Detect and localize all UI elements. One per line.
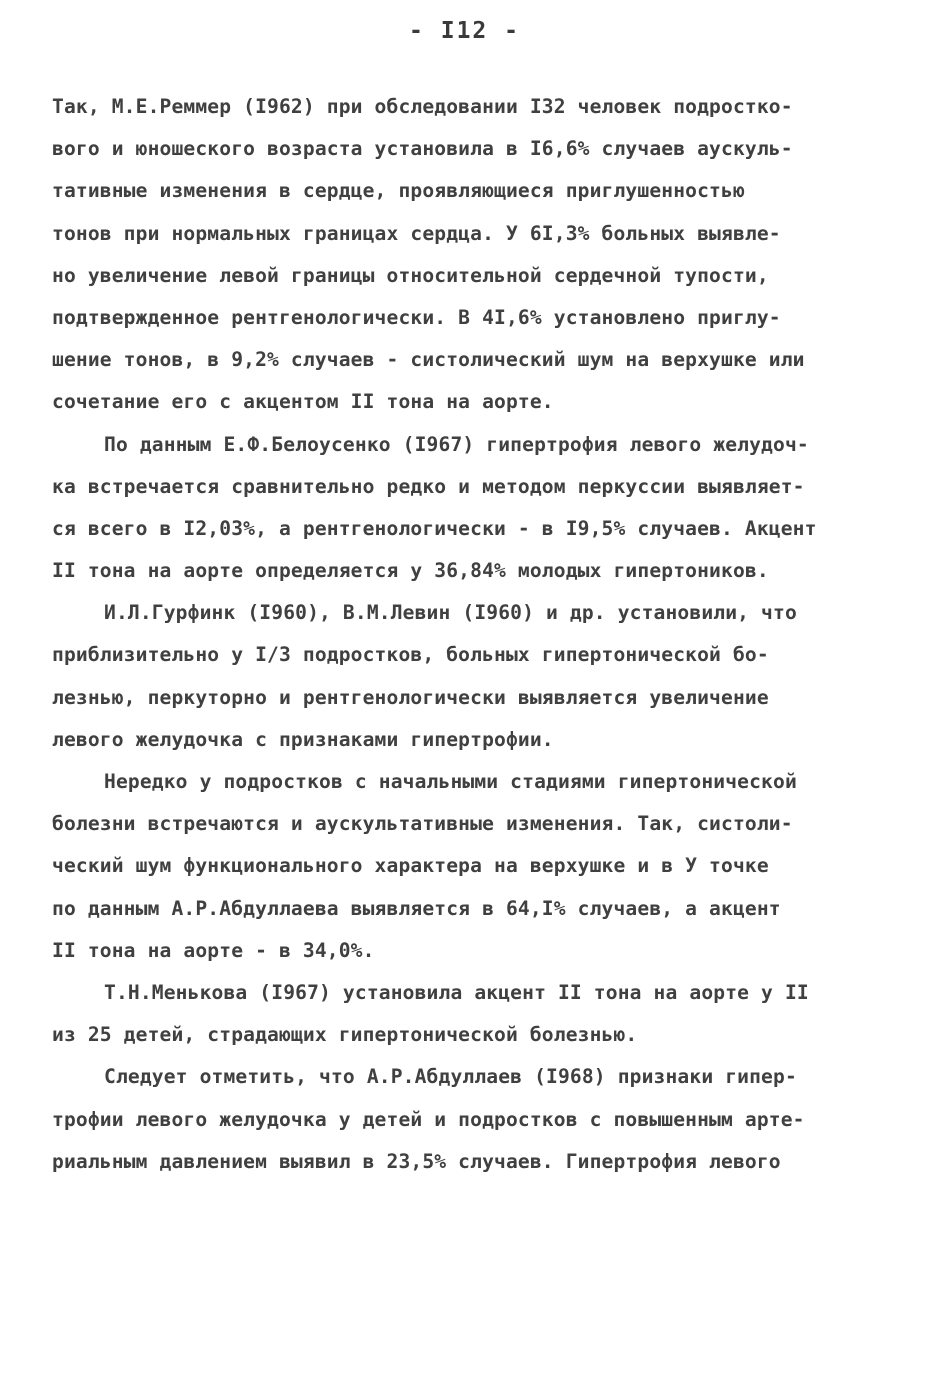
text-line: приблизительно у I/3 подростков, больных гипертонической бо- [52,643,769,667]
text-line: вого и юношеского возраста установила в I6,6% случаев аускуль- [52,137,793,161]
text-line: тонов при нормальных границах сердца. У 6I,3% больных выявле- [52,221,781,245]
page-number: - I12 - [409,18,520,44]
text-line: по данным А.Р.Абдуллаева выявляется в 64,I% случаев, а акцент [52,896,781,920]
text-line: сочетание его с акцентом II тона на аорте. [52,390,554,414]
text-line: но увеличение левой границы относительной сердечной тупости, [52,263,769,287]
text-line: II тона на аорте - в 34,0%. [52,938,375,962]
text-line: Следует отметить, что А.Р.Абдуллаев (I968) признаки гипер- [104,1065,797,1089]
body-text [52,86,902,1183]
text-line: ся всего в I2,03%, а рентгенологически - в I9,5% случаев. Акцент [52,516,817,540]
text-line: Т.Н.Менькова (I967) установила акцент II тона на аорте у II [104,980,809,1004]
text-line: из 25 детей, страдающих гипертонической болезнью. [52,1023,638,1047]
text-line: лезнью, перкуторно и рентгенологически выявляется увеличение [52,685,769,709]
text-line: левого желудочка с признаками гипертрофии. [52,727,554,751]
text-line: тативные изменения в сердце, проявляющиеся приглушенностью [52,179,745,203]
text-line: По данным Е.Ф.Белоусенко (I967) гипертрофия левого желудоч- [104,432,809,456]
text-line: ческий шум функционального характера на верхушке и в У точке [52,854,769,878]
text-line: шение тонов, в 9,2% случаев - систолический шум на верхушке или [52,348,805,372]
text-line: И.Л.Гурфинк (I960), В.М.Левин (I960) и др. установили, что [104,601,797,625]
text-line: II тона на аорте определяется у 36,84% молодых гипертоников. [52,559,769,583]
text-line: ка встречается сравнительно редко и методом перкуссии выявляет- [52,474,805,498]
text-line: риальным давлением выявил в 23,5% случаев. Гипертрофия левого [52,1149,781,1173]
text-line: подтвержденное рентгенологически. В 4I,6% установлено приглу- [52,305,781,329]
text-line: болезни встречаются и аускультативные изменения. Так, систоли- [52,812,793,836]
text-line: трофии левого желудочка у детей и подростков с повышенным арте- [52,1107,805,1131]
text-line: Так, М.Е.Реммер (I962) при обследовании I32 человек подростко- [52,95,793,118]
text-line: Нередко у подростков с начальными стадиями гипертонической [104,770,797,793]
